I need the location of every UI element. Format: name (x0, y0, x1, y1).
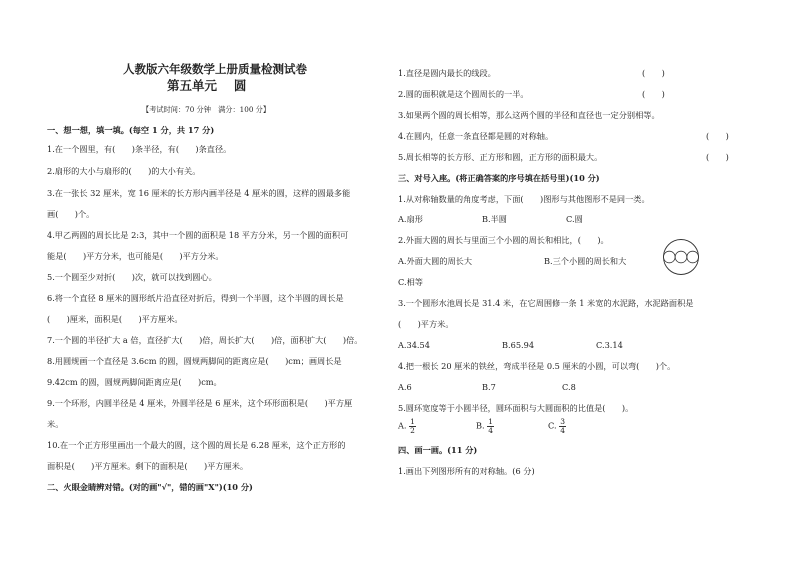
answer-paren: ( ) (706, 152, 729, 162)
option-a: A.34.54 (398, 340, 430, 350)
denominator: 4 (560, 426, 565, 435)
numerator: 3 (560, 417, 565, 426)
question-line: 面积是( )平方厘米。剩下的面积是( )平方厘米。 (47, 461, 249, 471)
option-label: C. (548, 420, 557, 431)
answer-paren: ( ) (642, 68, 665, 78)
option-b: B.三个小圆的周长和大 (544, 256, 627, 266)
question-line: 6.将一个直径 8 厘米的圆形纸片沿直径对折后，得到一个半圆，这个半圆的周长是 (47, 293, 344, 303)
choice-q3-cont: ( )平方米。 (398, 319, 454, 329)
draw-q1: 1.画出下列图形所有的对称轴。(6 分) (398, 466, 535, 476)
exam-title: 人教版六年级数学上册质量检测试卷 (123, 62, 307, 76)
judge-item-1: 1.直径是圆内最长的线段。 (398, 68, 496, 78)
question-line: 5.一个圆至少对折( )次，就可以找到圆心。 (47, 272, 217, 282)
option-a: A.外面大圆的周长大 (398, 256, 473, 266)
question-line: 1.在一个圆里，有( )条半径，有( )条直径。 (47, 144, 232, 154)
question-line: 3.在一张长 32 厘米，宽 16 厘米的长方形内画半径是 4 厘米的圆，这样的圆最多能 (47, 188, 351, 198)
question-line: 7.一个圆的半径扩大 a 倍，直径扩大( )倍，周长扩大( )倍，面积扩大( )倍。 (47, 335, 363, 345)
question-line: 画( )个。 (47, 209, 95, 219)
option-c: C.圆 (566, 214, 583, 224)
section-3-heading: 三、对号入座。(将正确答案的序号填在括号里)(10 分) (398, 173, 600, 183)
section-4-heading: 四、画一画。(11 分) (398, 445, 478, 455)
judge-item-2: 2.圆的面积就是这个圆周长的一半。 (398, 89, 529, 99)
question-line: 4.甲乙两圆的周长比是 2:3，其中一个圆的面积是 18 平方分米，另一个圆的面积可 (47, 230, 349, 240)
answer-paren: ( ) (706, 131, 729, 141)
question-line: 10.在一个正方形里画出一个最大的圆，这个圆的周长是 6.28 厘米，这个正方形的 (47, 440, 346, 450)
option-b (476, 418, 494, 435)
option-c: C.3.14 (596, 340, 623, 350)
denominator: 2 (410, 426, 415, 435)
unit-title: 第五单元 圆 (167, 78, 247, 93)
judge-item-5: 5.周长相等的长方形、正方形和圆，正方形的面积最大。 (398, 152, 603, 162)
option-a: A.扇形 (398, 214, 423, 224)
option-b: B.7 (482, 382, 496, 392)
option-b: B.半圆 (482, 214, 507, 224)
option-c: C.8 (562, 382, 576, 392)
numerator: 1 (410, 417, 415, 426)
choice-q5: 5.圆环宽度等于小圆半径，圆环面积与大圆面积的比值是( )。 (398, 403, 634, 413)
section-2-heading: 二、火眼金睛辨对错。(对的画"√"，错的画"X")(10 分) (47, 482, 253, 492)
choice-q2: 2.外面大圆的周长与里面三个小圆的周长和相比，( )。 (398, 235, 609, 245)
option-c: C.相等 (398, 277, 423, 287)
question-line: 能是( )平方分米，也可能是( )平方分米。 (47, 251, 224, 261)
numerator: 1 (488, 417, 494, 426)
question-line: 2.扇形的大小与扇形的( )的大小有关。 (47, 166, 201, 176)
exam-meta: 【考试时间：70 分钟 满分：100 分】 (142, 105, 271, 114)
option-label: A. (398, 420, 407, 431)
option-b: B.65.94 (502, 340, 535, 350)
option-a (398, 418, 416, 435)
fraction (559, 418, 566, 435)
question-line: 9.一个环形，内圆半径是 4 厘米，外圆半径是 6 厘米，这个环形面积是( )平方厘 (47, 398, 353, 408)
choice-q1: 1.从对称轴数量的角度考虑，下面( )图形与其他图形不是同一类。 (398, 194, 650, 204)
fraction (487, 418, 494, 435)
option-label: B. (476, 420, 485, 431)
circles-figure (662, 238, 700, 276)
question-line: 8.用圆规画一个直径是 3.6cm 的圆，圆规两脚间的距离应是( )cm；画周长是 (47, 356, 342, 366)
judge-item-3: 3.如果两个圆的周长相等，那么这两个圆的半径和直径也一定分别相等。 (398, 110, 660, 120)
question-line: 9.42cm 的圆，圆规两脚间距离应是( )cm。 (47, 377, 222, 387)
question-line: ( )厘米，面积是( )平方厘米。 (47, 314, 183, 324)
judge-item-4: 4.在圆内，任意一条直径都是圆的对称轴。 (398, 131, 554, 141)
choice-q4: 4.把一根长 20 厘米的铁丝，弯成半径是 0.5 厘米的小圆，可以弯( )个。 (398, 361, 676, 371)
fraction (409, 418, 416, 435)
denominator: 4 (488, 426, 494, 435)
section-1-heading: 一、想一想，填一填。(每空 1 分，共 17 分) (47, 125, 215, 135)
option-c (548, 418, 566, 435)
question-line: 米。 (47, 419, 64, 429)
answer-paren: ( ) (642, 89, 665, 99)
choice-q3: 3.一个圆形水池周长是 31.4 米，在它周围修一条 1 米宽的水泥路，水泥路面积是 (398, 298, 694, 308)
option-a: A.6 (398, 382, 412, 392)
